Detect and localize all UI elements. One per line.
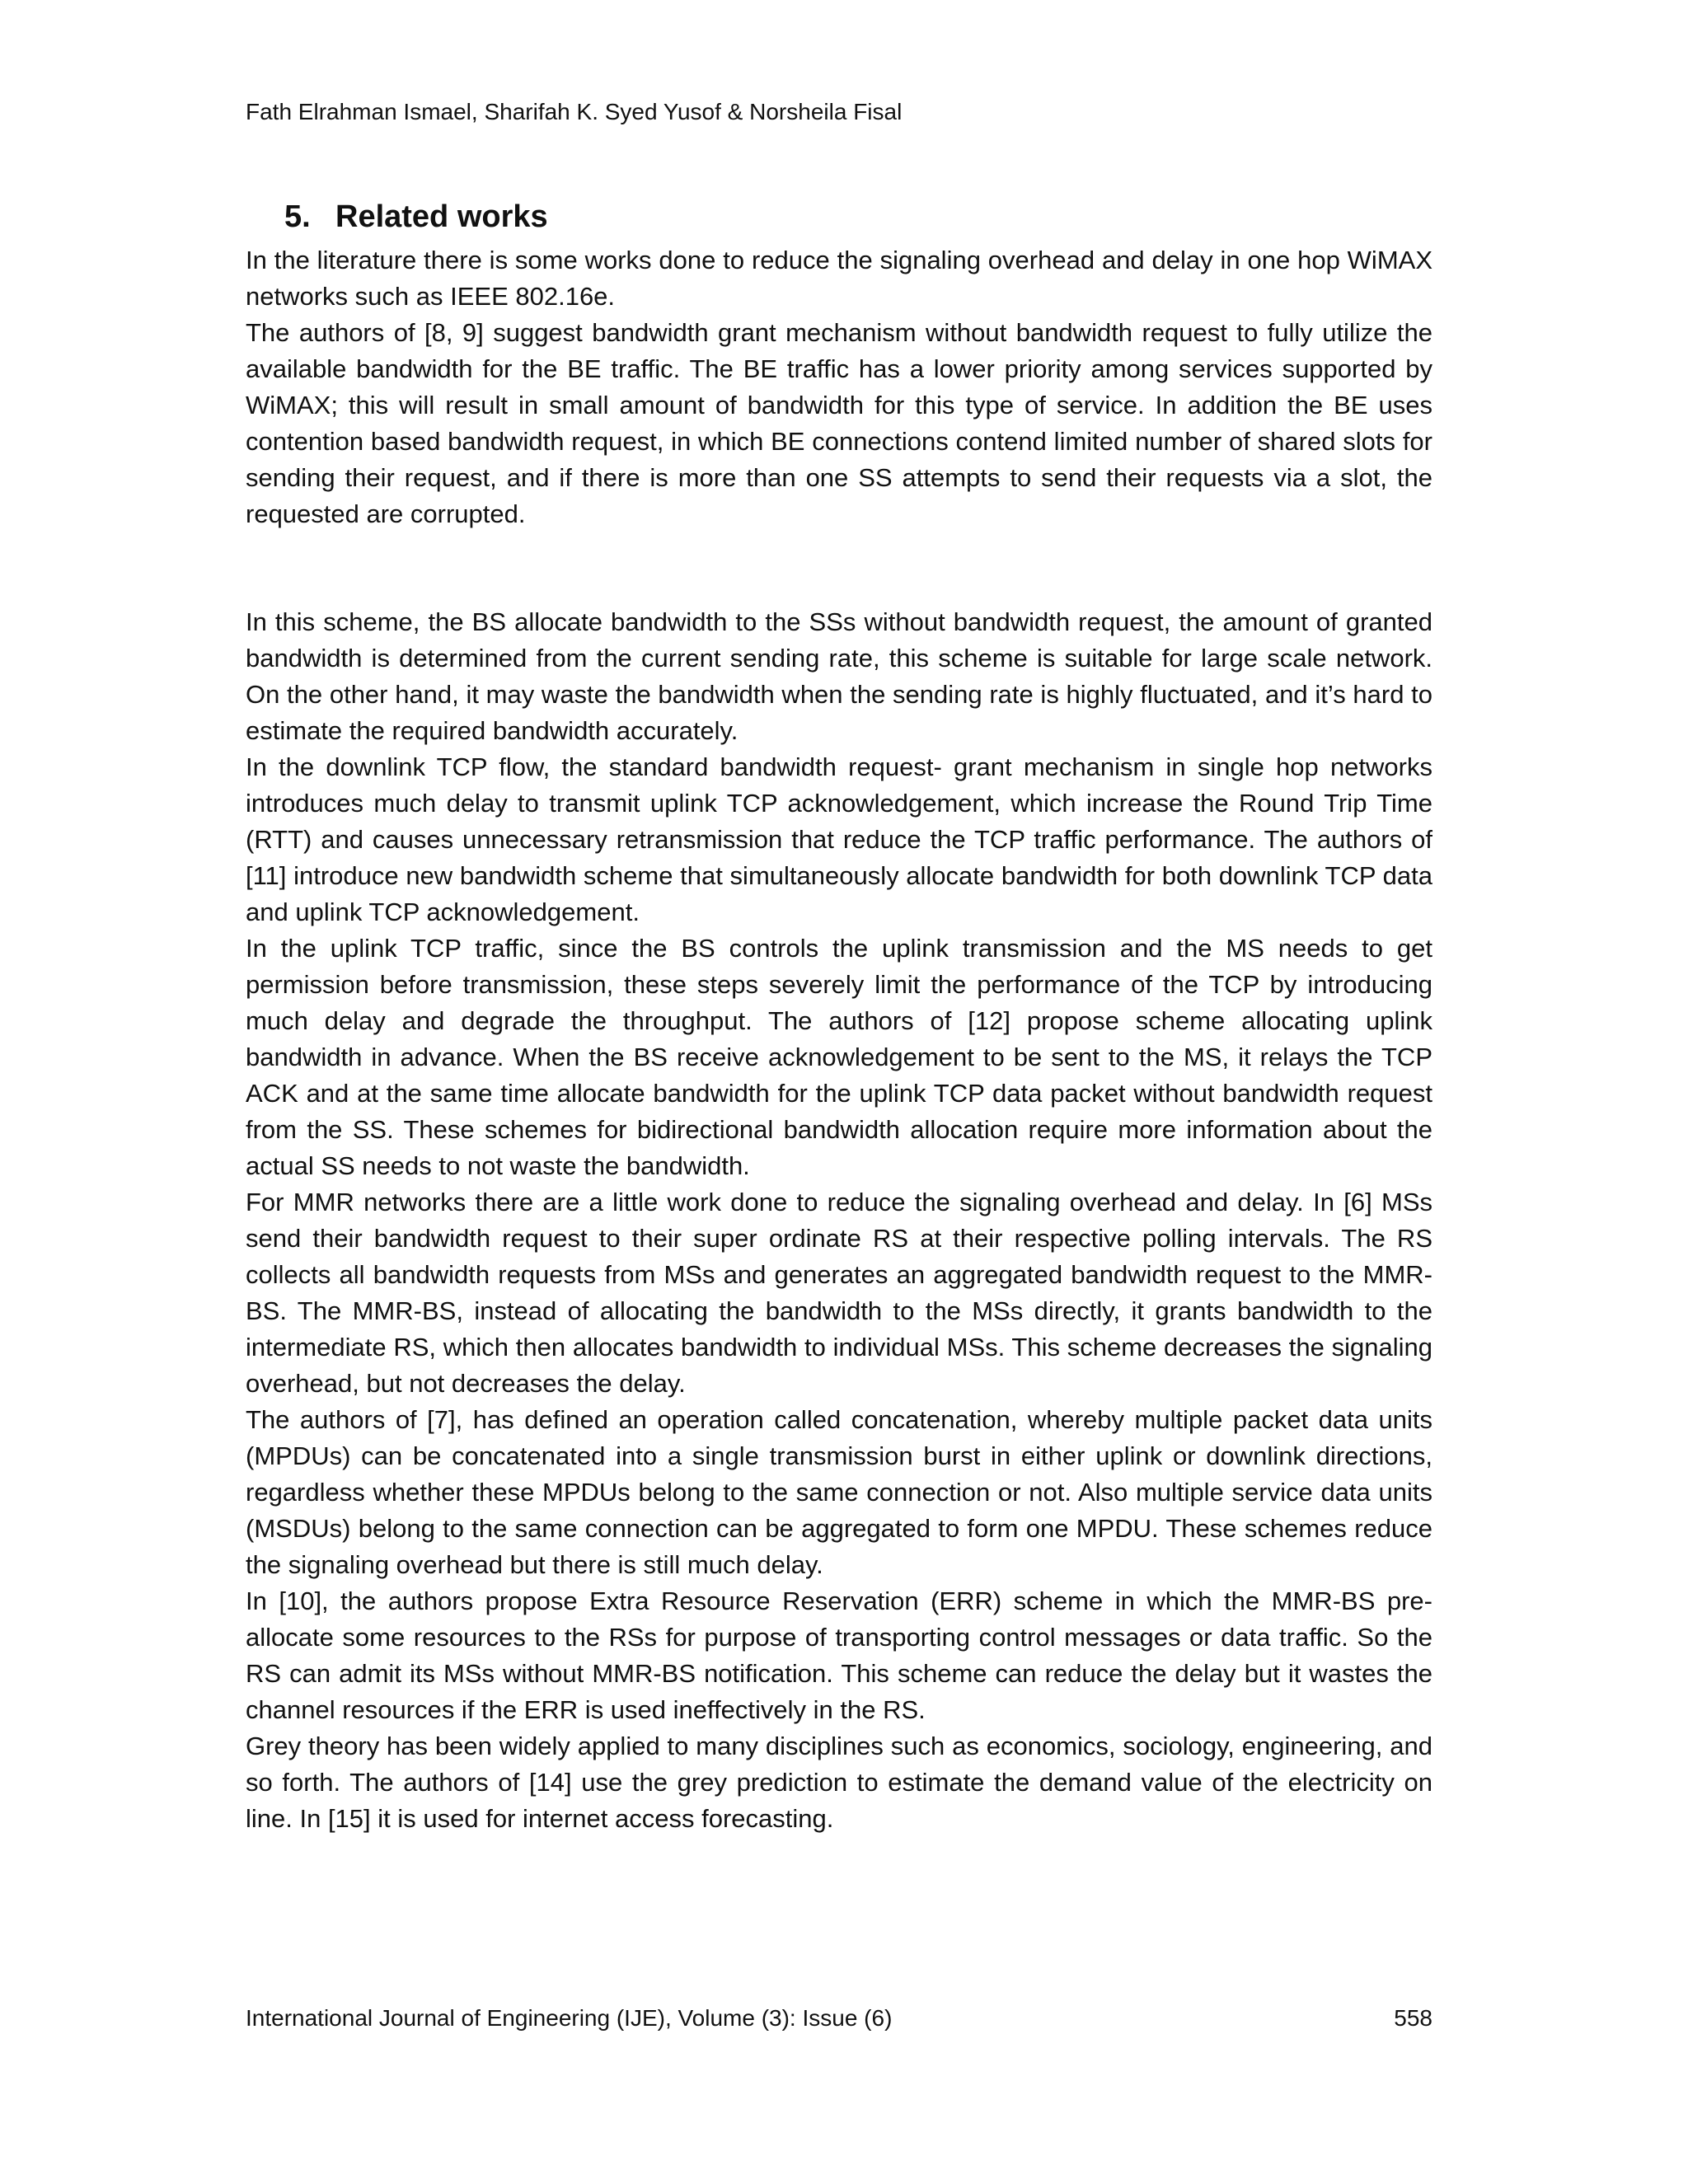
section-number: 5. <box>284 199 311 234</box>
page-number: 558 <box>1394 2005 1432 2031</box>
body-text-upper <box>246 242 1432 532</box>
section-title: Related works <box>335 199 548 234</box>
paragraph: Grey theory has been widely applied to many disciplines such as economics, sociology, engineering, and so forth. The authors of [14] use the grey prediction to estimate the demand value of the electricity on line. In [15] it is used for internet access forecasting. <box>246 1732 1432 1833</box>
paragraph: In the literature there is some works done to reduce the signaling overhead and delay in one hop WiMAX networks such as IEEE 802.16e. <box>246 246 1432 311</box>
paragraph: In the downlink TCP flow, the standard bandwidth request- grant mechanism in single hop networks introduces much delay to transmit uplink TCP acknowledgement, which increase the Round Trip Time (RTT) and causes unnecessary retransmission that reduce the TCP traffic performance. The authors of [11] introduce new bandwidth scheme that simultaneously allocate bandwidth for both downlink TCP data and uplink TCP acknowledgement. <box>246 752 1432 926</box>
paragraph: In the uplink TCP traffic, since the BS controls the uplink transmission and the MS needs to get permission before transmission, these steps severely limit the performance of the TCP by introducing much delay and degrade the throughput. The authors of [12] propose scheme allocating uplink bandwidth in advance. When the BS receive acknowledgement to be sent to the MS, it relays the TCP ACK and at the same time allocate bandwidth for the uplink TCP data packet without bandwidth request from the SS. These schemes for bidirectional bandwidth allocation require more information about the actual SS needs to not waste the bandwidth. <box>246 934 1432 1180</box>
journal-citation: International Journal of Engineering (IJE), Volume (3): Issue (6) <box>246 2005 893 2031</box>
paragraph: In this scheme, the BS allocate bandwidth to the SSs without bandwidth request, the amount of granted bandwidth is determined from the current sending rate, this scheme is suitable for large scale network. On the other hand, it may waste the bandwidth when the sending rate is highly fluctuated, and it’s hard to estimate the required bandwidth accurately. <box>246 607 1432 745</box>
paragraph: The authors of [8, 9] suggest bandwidth grant mechanism without bandwidth request to fully utilize the available bandwidth for the BE traffic. The BE traffic has a lower priority among services supported by WiMAX; this will result in small amount of bandwidth for this type of service. In addition the BE uses contention based bandwidth request, in which BE connections contend limited number of shared slots for sending their request, and if there is more than one SS attempts to send their requests via a slot, the requested are corrupted. <box>246 318 1432 528</box>
paragraph: In [10], the authors propose Extra Resource Reservation (ERR) scheme in which the MMR-BS pre-allocate some resources to the RSs for purpose of transporting control messages or data traffic. So the RS can admit its MSs without MMR-BS notification. This scheme can reduce the delay but it wastes the channel resources if the ERR is used ineffectively in the RS. <box>246 1586 1432 1724</box>
paragraph: The authors of [7], has defined an operation called concatenation, whereby multiple packet data units (MPDUs) can be concatenated into a single transmission burst in either uplink or downlink directions, regardless whether these MPDUs belong to the same connection or not. Also multiple service data units (MSDUs) belong to the same connection can be aggregated to form one MPDU. These schemes reduce the signaling overhead but there is still much delay. <box>246 1405 1432 1579</box>
paragraph: For MMR networks there are a little work done to reduce the signaling overhead and delay. In [6] MSs send their bandwidth request to their super ordinate RS at their respective polling intervals. The RS collects all bandwidth requests from MSs and generates an aggregated bandwidth request to the MMR-BS. The MMR-BS, instead of allocating the bandwidth to the MSs directly, it grants bandwidth to the intermediate RS, which then allocates bandwidth to individual MSs. This scheme decreases the signaling overhead, but not decreases the delay. <box>246 1188 1432 1398</box>
running-header-authors: Fath Elrahman Ismael, Sharifah K. Syed Yusof & Norsheila Fisal <box>246 99 903 124</box>
section-heading <box>284 198 548 236</box>
body-text-lower <box>246 604 1432 1837</box>
